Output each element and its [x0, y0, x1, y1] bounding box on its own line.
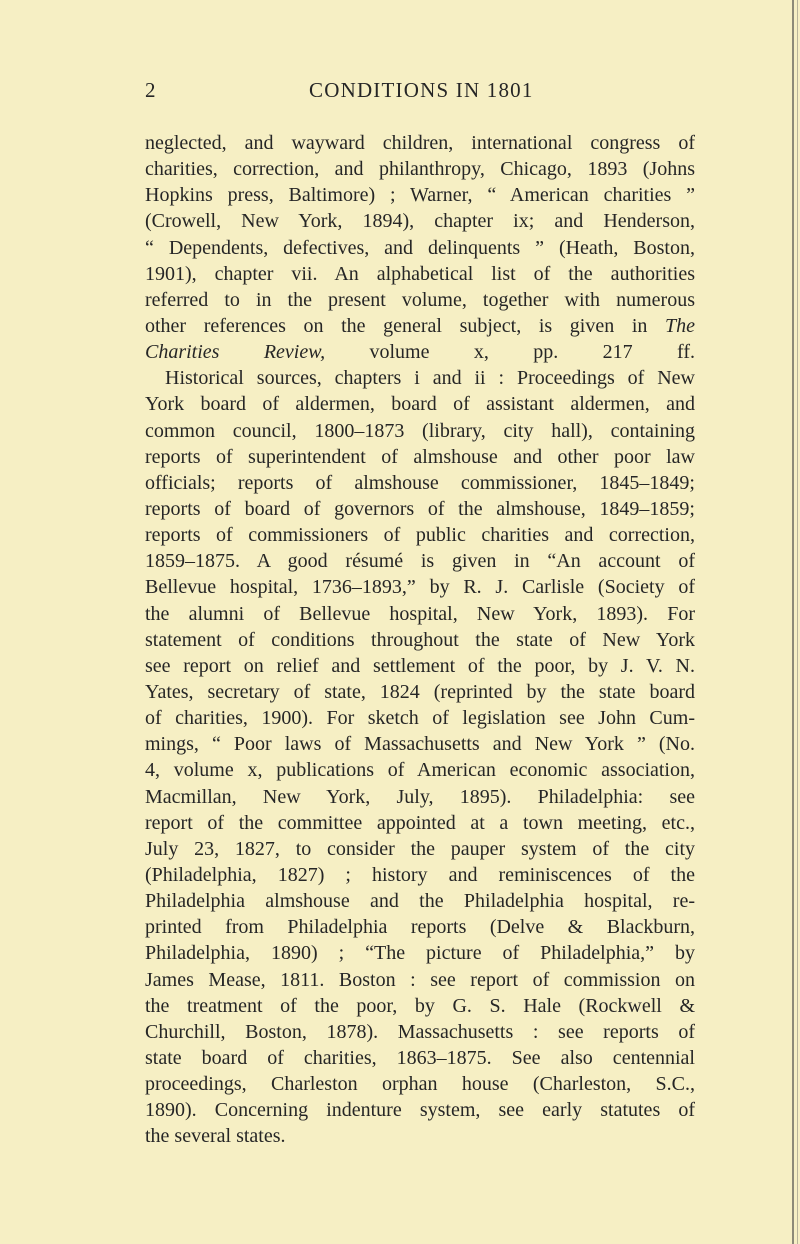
text-line: Yates, secretary of state, 1824 (reprinted by the state board	[145, 680, 695, 703]
text-line: officials; reports of almshouse commissioner, 1845–1849;	[145, 471, 695, 494]
text-fragment: other references on the general subject, is given in	[145, 314, 648, 337]
italic-title-fragment: Charities Review,	[145, 341, 326, 364]
text-line: Bellevue hospital, 1736–1893,” by R. J. Carlisle (Society of	[145, 576, 695, 599]
text-line: (Philadelphia, 1827) ; history and reminiscences of the	[145, 863, 695, 886]
text-line: Churchill, Boston, 1878). Massachusetts : see reports of	[145, 1020, 695, 1043]
text-line: reports of commissioners of public charities and correction,	[145, 524, 695, 547]
text-line: Macmillan, New York, July, 1895). Philadelphia: see	[145, 785, 695, 808]
page-title: CONDITIONS IN 1801	[309, 78, 534, 102]
text-line: Philadelphia, 1890) ; “The picture of Philadelphia,” by	[145, 942, 695, 965]
text-line: printed from Philadelphia reports (Delve & Blackburn,	[145, 916, 695, 939]
text-fragment: volume x, pp. 217 ff.	[369, 341, 695, 364]
text-line: see report on relief and settlement of the poor, by J. V. N.	[145, 654, 695, 677]
page-edge-line-secondary	[797, 0, 798, 1244]
text-line: of charities, 1900). For sketch of legislation see John Cum-	[145, 707, 695, 730]
text-line: “ Dependents, defectives, and delinquents ” (Heath, Boston,	[145, 236, 695, 259]
page-edge-line	[792, 0, 794, 1244]
text-line: 1901), chapter vii. An alphabetical list of the authorities	[145, 262, 695, 285]
text-line: Hopkins press, Baltimore) ; Warner, “ American charities ”	[145, 184, 695, 207]
text-line: 1890). Concerning indenture system, see early statutes of	[145, 1099, 695, 1122]
text-line: reports of superintendent of almshouse and other poor law	[145, 445, 695, 468]
text-line: state board of charities, 1863–1875. See also centennial	[145, 1046, 695, 1069]
paragraph-start-line: Historical sources, chapters i and ii : Proceedings of New	[165, 367, 695, 390]
text-line: the treatment of the poor, by G. S. Hale (Rockwell &	[145, 994, 695, 1017]
text-line: report of the committee appointed at a town meeting, etc.,	[145, 811, 695, 834]
page-number: 2	[145, 78, 156, 102]
text-line: the alumni of Bellevue hospital, New York, 1893). For	[145, 602, 695, 625]
text-line-with-italic	[145, 313, 695, 339]
text-line: charities, correction, and philanthropy, Chicago, 1893 (Johns	[145, 158, 695, 181]
text-line: proceedings, Charleston orphan house (Charleston, S.C.,	[145, 1073, 695, 1096]
text-line: 1859–1875. A good résumé is given in “An account of	[145, 550, 695, 573]
text-line: referred to in the present volume, together with numerous	[145, 288, 695, 311]
text-line: statement of conditions throughout the state of New York	[145, 628, 695, 651]
text-line: neglected, and wayward children, international congress of	[145, 132, 695, 154]
body-text	[145, 130, 695, 1149]
text-line: common council, 1800–1873 (library, city hall), containing	[145, 419, 695, 442]
text-line: York board of aldermen, board of assistant aldermen, and	[145, 393, 695, 416]
text-line-with-italic	[145, 339, 695, 365]
text-line: 4, volume x, publications of American economic association,	[145, 759, 695, 782]
paragraph-end-line: the several states.	[145, 1125, 286, 1148]
text-line: (Crowell, New York, 1894), chapter ix; and Henderson,	[145, 210, 695, 233]
italic-title-fragment: The	[665, 314, 695, 337]
running-head	[145, 78, 693, 108]
text-line: reports of board of governors of the almshouse, 1849–1859;	[145, 497, 695, 520]
text-line: Philadelphia almshouse and the Philadelphia hospital, re-	[145, 890, 695, 913]
text-line: July 23, 1827, to consider the pauper system of the city	[145, 837, 695, 860]
text-line: James Mease, 1811. Boston : see report of commission on	[145, 968, 695, 991]
text-line: mings, “ Poor laws of Massachusetts and New York ” (No.	[145, 733, 695, 756]
